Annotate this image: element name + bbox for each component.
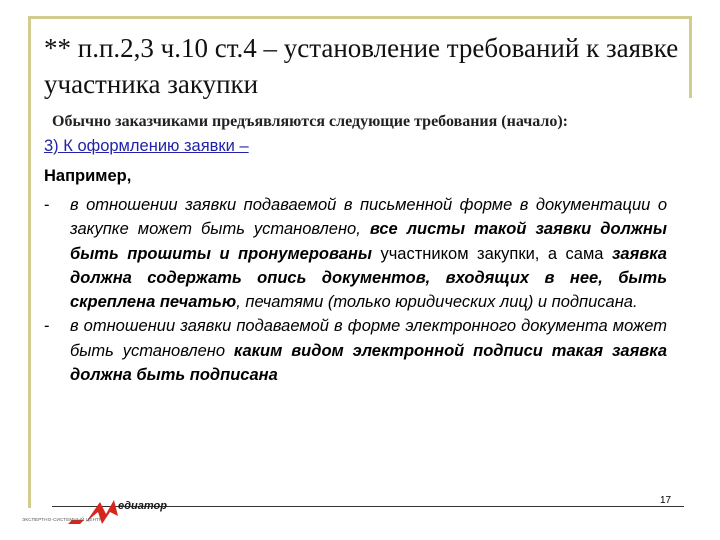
logo-subtext: ЭКСПЕРТНО-СИСТЕМНЫЙ ЦЕНТР xyxy=(22,517,103,522)
bullet-item-electronic xyxy=(44,314,667,387)
bullet1-part4: заявка должна содержать опись документов, входящих в нее, быть скреплена печатью xyxy=(70,244,667,312)
intro-text: Обычно заказчиками предъявляются следующие требования (начало): xyxy=(52,113,569,130)
bullet1-part5: , печатями (только юридических лиц) и подписана. xyxy=(236,293,638,312)
example-label: Например, xyxy=(44,167,132,185)
logo-text: едиатор xyxy=(118,500,167,512)
bullet2-part2: каким видом электронной подписи такая заявка должна быть подписана xyxy=(70,341,667,385)
bullet-dash: - xyxy=(44,196,50,214)
bullet-dash: - xyxy=(44,317,50,336)
bullet-item-paper xyxy=(44,193,667,314)
slide-title: ** п.п.2,3 ч.10 ст.4 – установление требований к заявке участника закупки xyxy=(44,33,679,99)
bullet-list xyxy=(44,193,667,387)
bullet1-part3: участником закупки, а сама xyxy=(371,244,612,263)
subhead-link: 3) К оформлению заявки – xyxy=(44,137,249,155)
bullet1-part1: в отношении заявки подаваемой в письменной форме в документации о закупке может быть установлено, xyxy=(70,196,667,239)
page-number: 17 xyxy=(660,495,672,506)
bullet2-part1: в отношении заявки подаваемой в форме электронного документа может быть установлено xyxy=(70,317,667,360)
bullet1-part2: все листы такой заявки должны быть прошиты и пронумерованы xyxy=(70,220,667,263)
